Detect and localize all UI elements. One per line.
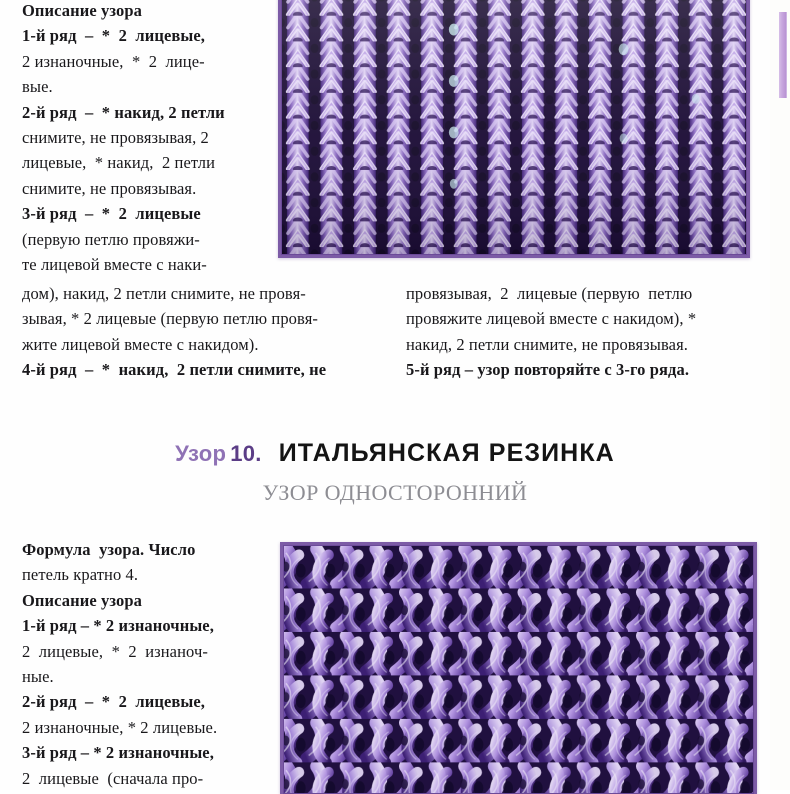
pattern-label: Узор xyxy=(175,441,227,466)
text-line: 2-й ряд – * накид, 2 петли xyxy=(22,102,225,122)
page-gutter xyxy=(770,0,790,790)
pattern-number: 10. xyxy=(230,441,262,466)
text-line: 1-й ряд – * 2 лицевые, xyxy=(22,26,206,46)
text-line: лицевые, * накид, 2 петли xyxy=(22,153,216,173)
description-heading: Описание узора xyxy=(22,590,142,610)
top-left-heading: Описание узора xyxy=(22,1,142,20)
text-line: дом), накид, 2 петли снимите, не провя- xyxy=(22,284,306,303)
text-line: петель кратно 4. xyxy=(22,565,139,585)
text-line: 2 лицевые (сначала про- xyxy=(22,768,204,788)
knit-texture-top xyxy=(281,0,747,255)
pattern-heading xyxy=(0,439,790,468)
page-edge-strip xyxy=(779,12,787,98)
mid-right-text-column xyxy=(406,281,776,383)
text-line: зывая, * 2 лицевые (первую петлю провя- xyxy=(22,309,318,329)
text-line: те лицевой вместе с наки- xyxy=(22,255,207,275)
bottom-left-text-column xyxy=(22,537,278,791)
text-line: ные. xyxy=(22,667,54,687)
text-line: провяжите лицевой вместе с накидом), * xyxy=(406,309,697,329)
text-line: 3-й ряд – * 2 изнаночные, xyxy=(22,743,214,763)
text-line: провязывая, 2 лицевые (первую петлю xyxy=(406,284,693,303)
text-line: 2 изнаночные, * 2 лице- xyxy=(22,51,205,71)
text-line: 1-й ряд – * 2 изнаночные, xyxy=(22,616,214,636)
mid-left-text-column xyxy=(22,281,412,383)
text-line: (первую петлю провяжи- xyxy=(22,229,200,249)
formula-line: Формула узора. Число xyxy=(22,540,196,559)
text-line: 4-й ряд – * накид, 2 петли снимите, не xyxy=(22,360,327,380)
text-line: 2 лицевые, * 2 изнаноч- xyxy=(22,641,208,661)
knitted-swatch-photo-bottom xyxy=(280,542,757,794)
text-line: снимите, не провязывая. xyxy=(22,178,197,198)
text-line: жите лицевой вместе с накидом). xyxy=(22,334,259,354)
top-left-text-column xyxy=(22,0,278,277)
knit-texture-bottom xyxy=(283,545,754,794)
text-line: снимите, не провязывая, 2 xyxy=(22,128,209,148)
pattern-title: ИТАЛЬЯНСКАЯ РЕЗИНКА xyxy=(278,439,615,467)
text-line: 3-й ряд – * 2 лицевые xyxy=(22,204,201,224)
text-line: вые. xyxy=(22,77,53,97)
text-line: 5-й ряд – узор повторяйте с 3-го ряда. xyxy=(406,360,690,380)
text-line: накид, 2 петли снимите, не провязывая. xyxy=(406,334,688,354)
text-line: 2-й ряд – * 2 лицевые, xyxy=(22,692,206,712)
knitted-swatch-photo-top xyxy=(278,0,750,258)
pattern-subtitle: УЗОР ОДНОСТОРОННИЙ xyxy=(262,480,528,505)
text-line: 2 изнаночные, * 2 лицевые. xyxy=(22,717,218,737)
pattern-heading-row xyxy=(175,439,615,468)
